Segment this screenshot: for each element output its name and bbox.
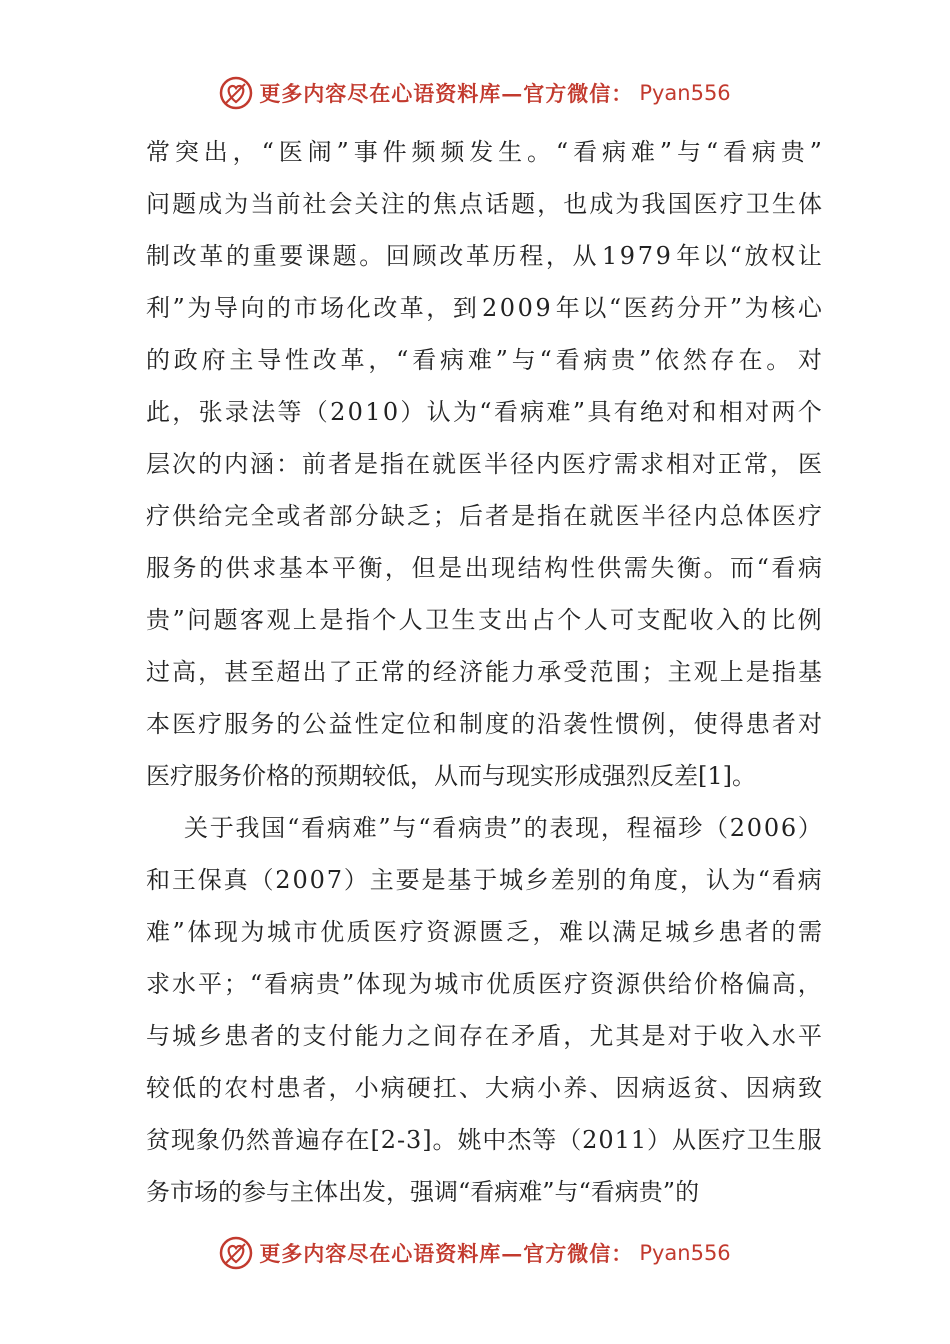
footer-slogan: 更多内容尽在心语资料库—官方微信： — [259, 1241, 634, 1266]
body-text — [146, 126, 822, 1218]
text-line: 层 次 的 内 涵 ： 前 者 是 指 在 就 医 半 径 内 医 疗 需 求 相 对 正 常 ， 医 — [146, 450, 822, 478]
text-line: 和 王 保 真 （ 2 0 0 7 ） 主 要 是 基 于 城 乡 差 别 的 角 度 ， 认 为 “ 看 病 — [146, 866, 822, 894]
footer-banner — [0, 1228, 950, 1278]
text-line: 本 医 疗 服 务 的 公 益 性 定 位 和 制 度 的 沿 袭 性 惯 例 ， 使 得 患 者 对 — [146, 710, 822, 738]
text-line: 医疗服务价格的预期较低，从而与现实形成强烈反差[1]。 — [146, 762, 756, 790]
text-line: 务市场的参与主体出发，强调“看病难”与“看病贵”的 — [146, 1178, 700, 1206]
text-line: 较 低 的 农 村 患 者 ， 小 病 硬 扛 、 大 病 小 养 、 因 病 返 贫 、 因 病 致 — [146, 1074, 822, 1102]
text-line: 关 于 我 国 “ 看 病 难 ” 与 “ 看 病 贵 ” 的 表 现 ， 程 福 珍 （ 2 0 0 6 ） — [184, 814, 822, 842]
text-line: 问 题 成 为 当 前 社 会 关 注 的 焦 点 话 题 ， 也 成 为 我 国 医 疗 卫 生 体 — [146, 190, 822, 218]
text-line: 与 城 乡 患 者 的 支 付 能 力 之 间 存 在 矛 盾 ， 尤 其 是 对 于 收 入 水 平 — [146, 1022, 822, 1050]
text-line: 服 务 的 供 求 基 本 平 衡 ， 但 是 出 现 结 构 性 供 需 失 衡 。 而 “ 看 病 — [146, 554, 822, 582]
header-slogan: 更多内容尽在心语资料库—官方微信： — [259, 81, 634, 106]
footer-account: Pyan556 — [639, 1241, 731, 1265]
text-line: 常 突 出 ， “ 医 闹 ” 事 件 频 频 发 生 。 “ 看 病 难 ” 与 “ 看 病 贵 ” — [146, 138, 822, 166]
text-line: 此 ， 张 录 法 等 （ 2 0 1 0 ） 认 为 “ 看 病 难 ” 具 有 绝 对 和 相 对 两 个 — [146, 398, 822, 426]
text-line: 利 ” 为 导 向 的 市 场 化 改 革 ， 到 2 0 0 9 年 以 “ 医 药 分 开 ” 为 核 心 — [146, 294, 822, 322]
header-account: Pyan556 — [639, 81, 731, 105]
text-line: 求 水 平 ； “ 看 病 贵 ” 体 现 为 城 市 优 质 医 疗 资 源 供 给 价 格 偏 高 ， — [146, 970, 822, 998]
heart-logo-icon — [219, 76, 253, 110]
heart-logo-icon — [219, 1236, 253, 1270]
text-line: 贵 ” 问 题 客 观 上 是 指 个 人 卫 生 支 出 占 个 人 可 支 配 收 入 的 比 例 — [146, 606, 822, 634]
text-line: 难 ” 体 现 为 城 市 优 质 医 疗 资 源 匮 乏 ， 难 以 满 足 城 乡 患 者 的 需 — [146, 918, 822, 946]
text-line: 制 改 革 的 重 要 课 题 。 回 顾 改 革 历 程 ， 从 1 9 7 9 年 以 “ 放 权 让 — [146, 242, 822, 270]
text-line: 过 高 ， 甚 至 超 出 了 正 常 的 经 济 能 力 承 受 范 围 ； 主 观 上 是 指 基 — [146, 658, 822, 686]
text-line: 的 政 府 主 导 性 改 革 ， “ 看 病 难 ” 与 “ 看 病 贵 ” 依 然 存 在 。 对 — [146, 346, 822, 374]
header-banner — [0, 68, 950, 118]
text-line: 疗 供 给 完 全 或 者 部 分 缺 乏 ； 后 者 是 指 在 就 医 半 径 内 总 体 医 疗 — [146, 502, 822, 530]
text-line: 贫 现 象 仍 然 普 遍 存 在 [ 2 - 3 ] 。 姚 中 杰 等 （ 2 0 1 1 ） 从 医 疗 卫 生 服 — [146, 1126, 822, 1154]
